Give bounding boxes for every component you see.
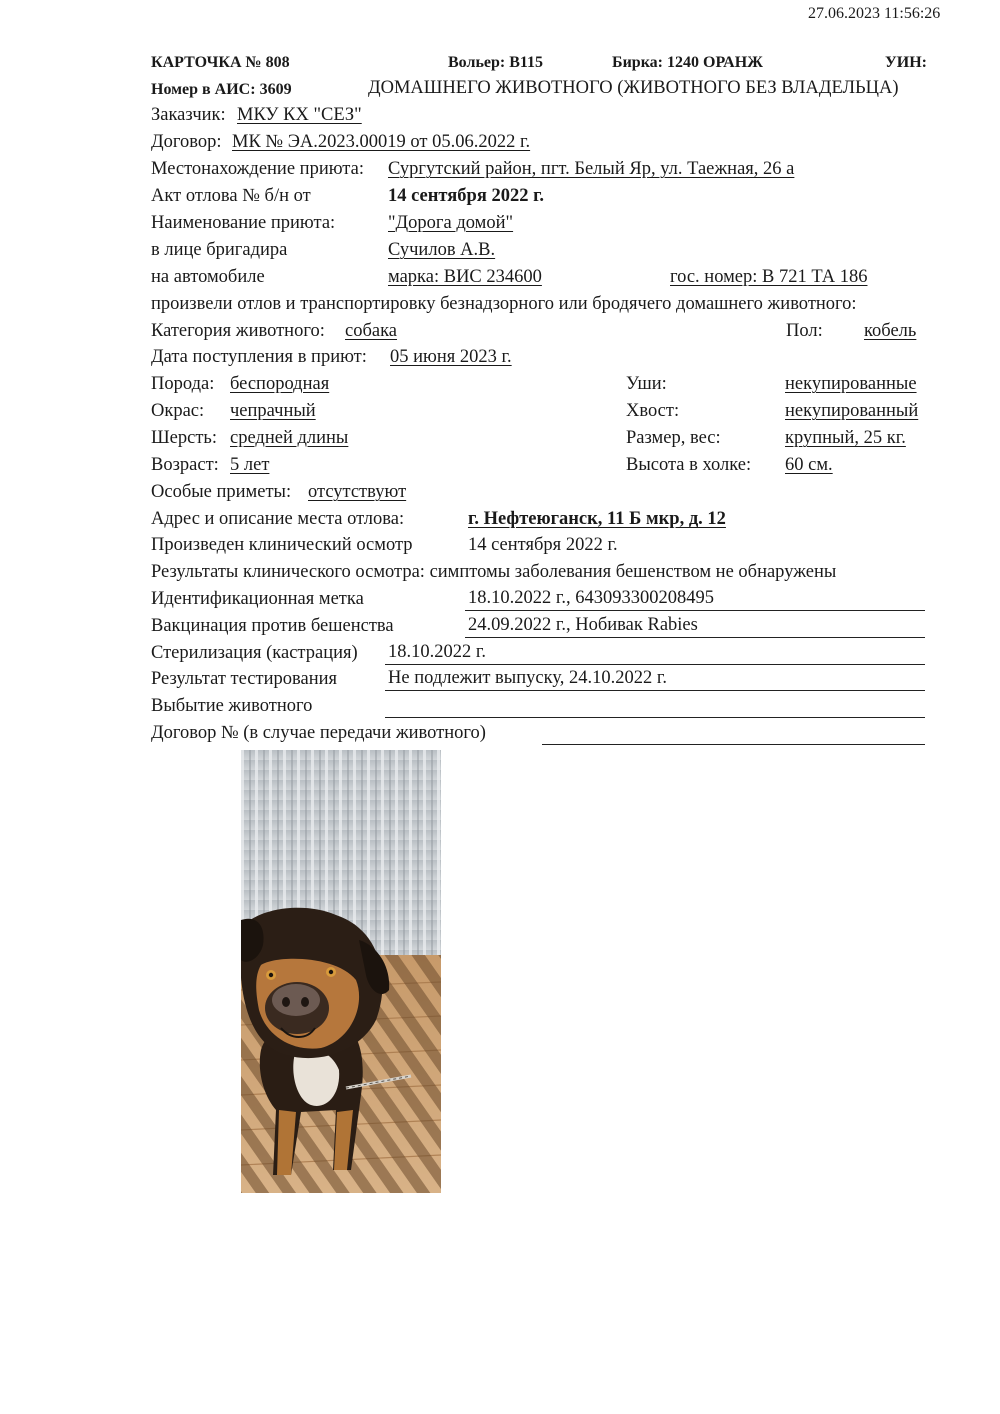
tag-number: Бирка: 1240 ОРАНЖ [612, 54, 763, 71]
id-mark-value: 18.10.2022 г., 643093300208495 [468, 588, 715, 608]
enclosure: Вольер: В115 [448, 54, 544, 71]
sterilization-label: Стерилизация (кастрация) [151, 643, 358, 663]
coat-value: средней длины [230, 428, 349, 448]
ais-number: Номер в АИС: 3609 [151, 81, 292, 98]
shelter-name-label: Наименование приюта: [151, 213, 336, 233]
card-number: КАРТОЧКА № 808 [151, 54, 290, 71]
id-mark-line [465, 610, 925, 611]
exam-label: Произведен клинический осмотр [151, 535, 413, 555]
customer-value: МКУ КХ "СЕЗ" [237, 105, 362, 125]
color-value: чепрачный [230, 401, 316, 421]
vehicle-make: марка: ВИС 234600 [388, 267, 542, 287]
tail-label: Хвост: [626, 401, 680, 421]
marks-label: Особые приметы: [151, 482, 292, 502]
arrival-value: 05 июня 2023 г. [390, 347, 512, 367]
sterilization-value: 18.10.2022 г. [388, 642, 487, 662]
customer-label: Заказчик: [151, 105, 226, 125]
vehicle-plate: гос. номер: В 721 ТА 186 [670, 267, 868, 287]
id-mark-label: Идентификационная метка [151, 589, 364, 609]
sex-value: кобель [864, 321, 917, 341]
catch-address-label: Адрес и описание места отлова: [151, 509, 405, 529]
height-label: Высота в холке: [626, 455, 752, 475]
arrival-label: Дата поступления в приют: [151, 347, 367, 367]
vehicle-label: на автомобиле [151, 267, 265, 287]
sterilization-line [385, 664, 925, 665]
foreman-label: в лице бригадира [151, 240, 288, 260]
color-label: Окрас: [151, 401, 205, 421]
sex-label: Пол: [786, 321, 823, 341]
vaccination-value: 24.09.2022 г., Нобивак Rabies [468, 615, 698, 635]
category-label: Категория животного: [151, 321, 325, 341]
breed-label: Порода: [151, 374, 215, 394]
height-value: 60 см. [785, 455, 833, 475]
size-label: Размер, вес: [626, 428, 721, 448]
foreman-value: Сучилов А.В. [388, 240, 496, 260]
transfer-line [542, 744, 925, 745]
exam-result: Результаты клинического осмотра: симптомы заболевания бешенством не обнаружены [151, 562, 837, 582]
age-label: Возраст: [151, 455, 219, 475]
size-value: крупный, 25 кг. [785, 428, 906, 448]
catch-act-date: 14 сентября 2022 г. [388, 186, 545, 206]
ears-value: некупированные [785, 374, 917, 394]
location-label: Местонахождение приюта: [151, 159, 364, 179]
category-value: собака [345, 321, 398, 341]
test-label: Результат тестирования [151, 669, 338, 689]
location-value: Сургутский район, пгт. Белый Яр, ул. Таежная, 26 а [388, 159, 795, 179]
dog-photo [241, 750, 441, 1193]
coat-label: Шерсть: [151, 428, 217, 448]
marks-value: отсутствуют [308, 482, 407, 502]
age-value: 5 лет [230, 455, 270, 475]
shelter-name-value: "Дорога домой" [388, 213, 514, 233]
breed-value: беспородная [230, 374, 330, 394]
contract-value: МК № ЭА.2023.00019 от 05.06.2022 г. [232, 132, 531, 152]
uin-label: УИН: [885, 54, 927, 71]
tail-value: некупированный [785, 401, 919, 421]
disposal-line [385, 717, 925, 718]
transfer-label: Договор № (в случае передачи животного) [151, 723, 486, 743]
catch-address-value: г. Нефтеюганск, 11 Б мкр, д. 12 [468, 509, 726, 529]
print-timestamp: 27.06.2023 11:56:26 [808, 5, 941, 22]
contract-label: Договор: [151, 132, 222, 152]
vaccination-label: Вакцинация против бешенства [151, 616, 394, 636]
test-line [385, 690, 925, 691]
document-title: ДОМАШНЕГО ЖИВОТНОГО (ЖИВОТНОГО БЕЗ ВЛАДЕЛЬЦА) [368, 78, 899, 98]
disposal-label: Выбытие животного [151, 696, 313, 716]
exam-date: 14 сентября 2022 г. [468, 535, 618, 555]
capture-statement: произвели отлов и транспортировку безнадзорного или бродячего домашнего животного: [151, 294, 857, 314]
catch-act-label: Акт отлова № б/н от [151, 186, 311, 206]
vaccination-line [465, 637, 925, 638]
test-value: Не подлежит выпуску, 24.10.2022 г. [388, 668, 667, 688]
ears-label: Уши: [626, 374, 667, 394]
